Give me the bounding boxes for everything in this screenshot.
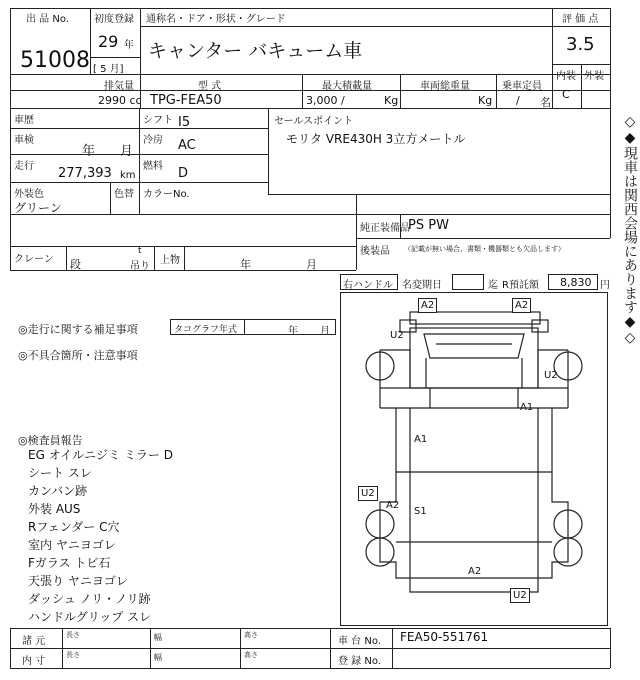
score-label: 評 価 点 (562, 14, 599, 25)
name-label: 通称名・ドア・形状・グレード (146, 14, 286, 25)
deck-month: 月 (306, 258, 317, 271)
inspection-label: 車検 (14, 135, 34, 146)
gross-weight-unit: Kg (478, 94, 493, 107)
damage-mark-front-left-mirror: A2 (418, 298, 437, 313)
report-line: 室内 ヤニヨゴレ (28, 538, 116, 552)
report-line: Fガラス トビ石 (28, 556, 111, 570)
color-change-label: 色替 (114, 189, 134, 200)
max-load-unit: Kg (384, 94, 399, 107)
fuel-label: 燃料 (143, 161, 163, 172)
score-value: 3.5 (566, 34, 595, 55)
reg-label: 初度登録 (94, 14, 134, 25)
inner-height-label: 高さ (244, 651, 258, 659)
recycle-label: R預託額 (502, 280, 539, 291)
type-value: TPG-FEA50 (150, 93, 222, 108)
recycle-amount: 8,830 (560, 276, 592, 289)
crane-hang: 吊り (130, 261, 150, 272)
ext-color-value: グリーン (14, 201, 62, 215)
exterior-label: 外装 (584, 71, 604, 82)
report-line: 天張り ヤニヨゴレ (28, 574, 128, 588)
mileage-label: 走行 (14, 161, 34, 172)
chassis-number: FEA50-551761 (400, 630, 489, 644)
lot-number: 51008 (20, 48, 90, 73)
chassis-label: 車 台 No. (338, 636, 381, 647)
reg-year-unit: 年 (124, 40, 134, 51)
tacho-month: 月 (320, 326, 330, 337)
spec-height-label: 高さ (244, 631, 258, 639)
inner-length-label: 長さ (66, 651, 80, 659)
fuel-value: D (178, 166, 189, 181)
report-line: Rフェンダー C穴 (28, 520, 120, 534)
shift-value: I5 (178, 115, 191, 130)
capacity-label: 乗車定員 (502, 81, 542, 92)
lot-label: 出 品 No. (26, 14, 69, 25)
history-label: 車歴 (14, 115, 34, 126)
inner-width-label: 幅 (154, 653, 162, 662)
recycle-yen: 円 (600, 280, 610, 291)
report-line: カンバン跡 (28, 484, 88, 498)
drive-side: 右ハンドル (343, 280, 393, 291)
shift-label: シフト (143, 115, 173, 126)
std-equipment-value: PS PW (408, 218, 449, 233)
inner-size-label: 内 寸 (22, 656, 46, 667)
std-equipment-label: 純正装備品 (360, 223, 410, 234)
damage-mark-rear-bumper: U2 (510, 588, 530, 603)
damage-mark-rear: A2 (468, 566, 482, 577)
displacement-label: 排気量 (104, 81, 134, 92)
tacho-label: タコグラフ年式 (174, 325, 238, 335)
gross-weight-label: 車両総重量 (420, 81, 470, 92)
reg-month: [ 5 月] (93, 64, 124, 75)
dup-label: 迄 (488, 280, 498, 291)
sales-point-label: セールスポイント (274, 116, 354, 127)
damage-mark-right-body: A1 (520, 402, 534, 413)
report-line: EG オイルニジミ ミラー D (28, 448, 173, 462)
damage-mark-front-left: U2 (390, 330, 404, 341)
model-name: キャンター バキューム車 (148, 40, 363, 62)
spec-length-label: 長さ (66, 631, 80, 639)
interior-grade: C (562, 88, 570, 101)
deck-label: 上物 (160, 255, 180, 266)
name-change-label: 名変期日 (402, 280, 442, 291)
defect-label: ◎不具合箇所・注意事項 (18, 349, 138, 362)
venue-note: ◇◆現車は関西会場にあります◆◇ (622, 114, 638, 346)
report-line: ダッシュ ノリ・ノリ跡 (28, 592, 151, 606)
crane-label: クレーン (14, 254, 54, 265)
deck-year: 年 (240, 258, 251, 271)
ext-color-label: 外装色 (14, 189, 44, 200)
damage-mark-left-body: A1 (414, 434, 428, 445)
ac-label: 冷房 (143, 135, 163, 146)
interior-label: 内装 (556, 71, 576, 82)
damage-mark-front-right: U2 (544, 370, 558, 381)
spec-width-label: 幅 (154, 633, 162, 642)
color-no-label: カラーNo. (143, 189, 190, 200)
max-load-value: 3,000 / (306, 94, 345, 107)
registration-label: 登 録 No. (338, 656, 381, 667)
crane-t: t (138, 246, 142, 256)
ac-value: AC (178, 138, 196, 153)
capacity-value: / (516, 94, 520, 107)
report-line: シート スレ (28, 466, 92, 480)
capacity-unit: 名 (540, 96, 551, 109)
report-line: ハンドルグリップ スレ (28, 610, 152, 624)
driving-remarks-label: ◎走行に関する補足事項 (18, 323, 138, 336)
max-load-label: 最大積載量 (322, 81, 372, 92)
mileage-unit: km (120, 170, 136, 181)
mileage-value: 277,393 (58, 166, 112, 181)
inspection-month: 月 (120, 144, 134, 159)
damage-mark-front-right-mirror: A2 (512, 298, 531, 313)
aftermarket-note: （記載が無い場合、書類・機器類とも欠品します） (404, 245, 565, 253)
type-label: 型 式 (198, 81, 222, 92)
reg-year: 29 (98, 32, 119, 51)
displacement-value: 2990 cc (98, 94, 142, 107)
crane-steps: 段 (70, 258, 81, 271)
sales-point-text: モリタ VRE430H 3立方メートル (286, 132, 466, 146)
inspector-label: ◎検査員報告 (18, 434, 83, 447)
damage-mark-left-scratch: S1 (414, 506, 427, 517)
inspection-year: 年 (82, 144, 96, 159)
damage-mark-left-rear-upper: U2 (358, 486, 378, 501)
report-line: 外装 AUS (28, 502, 81, 516)
aftermarket-label: 後装品 (360, 246, 390, 257)
tacho-year: 年 (288, 326, 298, 337)
damage-mark-left-rear-body: A2 (386, 500, 400, 511)
spec-label: 諸 元 (22, 636, 46, 647)
